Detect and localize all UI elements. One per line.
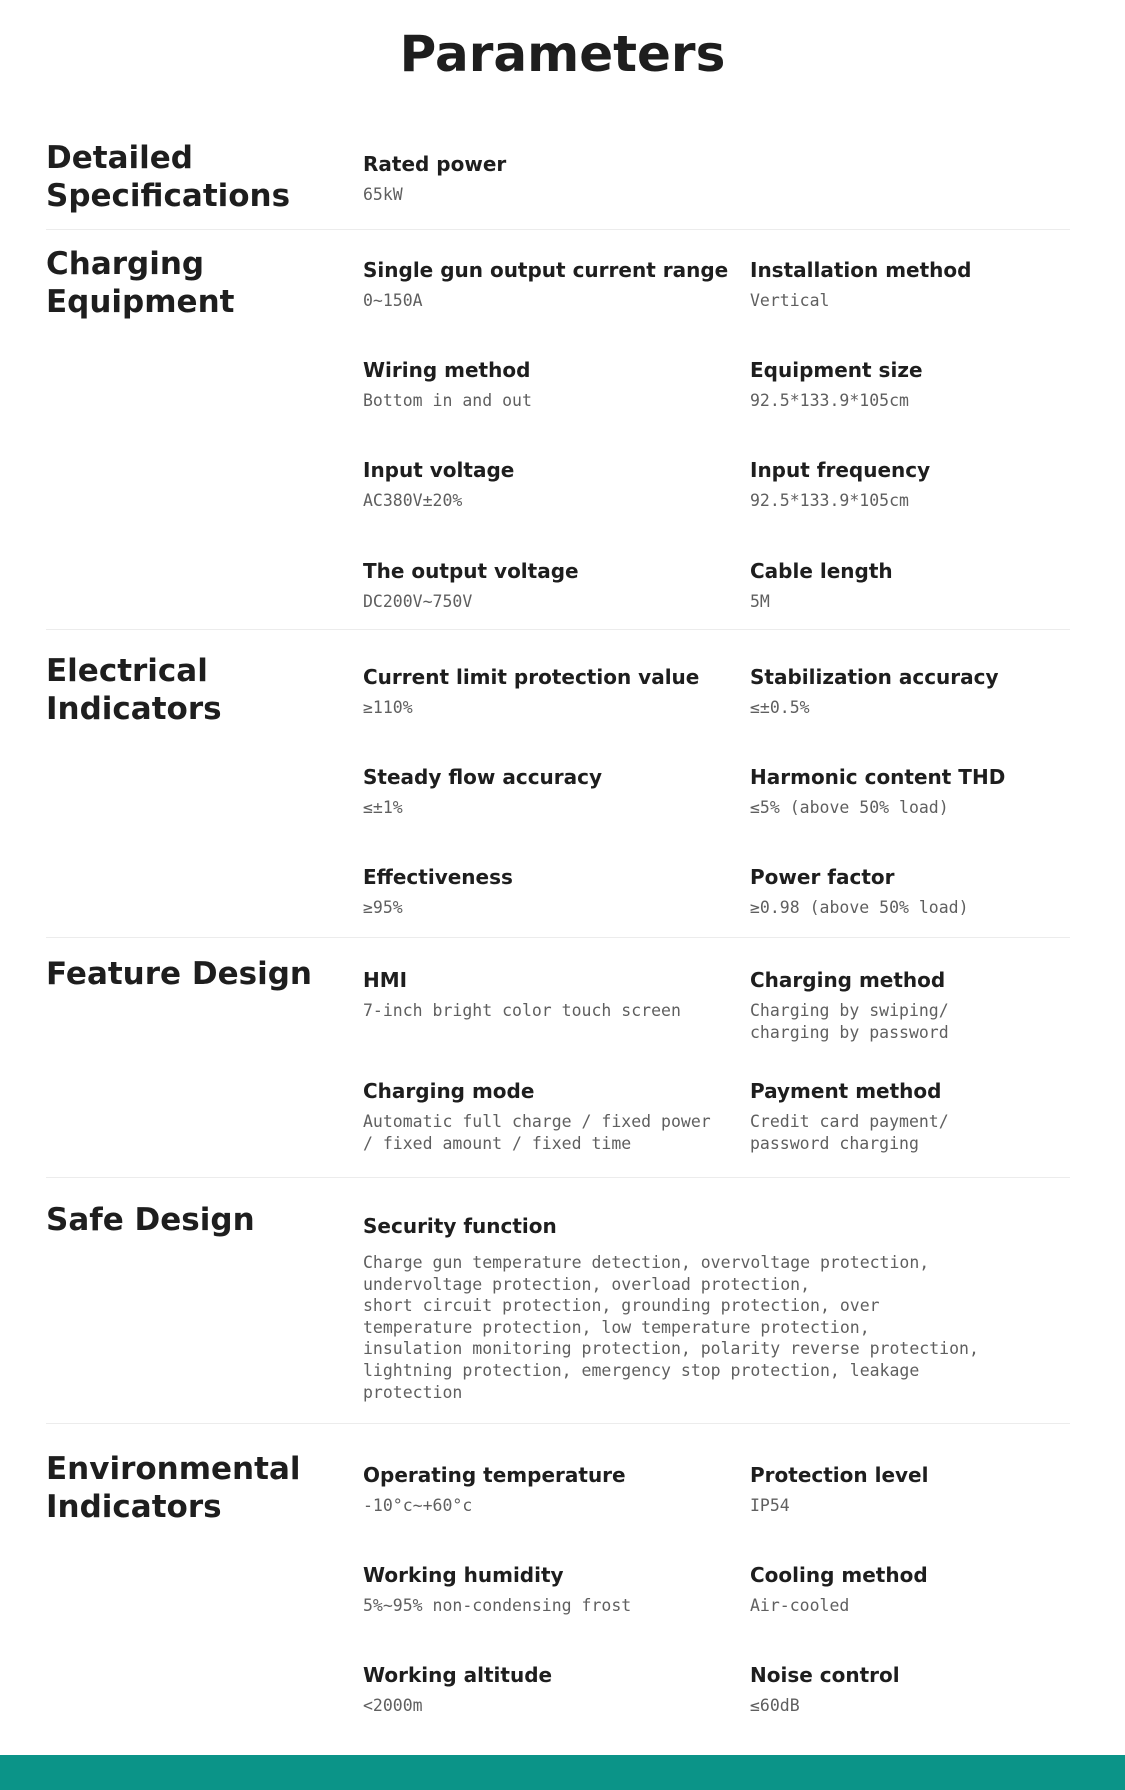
spec-label: Noise control [750,1663,900,1687]
spec-label: Working humidity [363,1563,564,1587]
spec-item-input-frequency [750,457,1120,512]
section-title: Detailed Specifications [46,140,291,214]
spec-value: ≤60dB [750,1696,800,1715]
spec-label: Steady flow accuracy [363,765,603,789]
spec-label: Single gun output current range [363,258,729,282]
spec-value: Bottom in and out [363,391,532,410]
spec-item-output-voltage [363,558,733,613]
spec-label: HMI [363,968,408,992]
spec-label: Charging method [750,968,946,992]
section-feature-design [46,955,1070,1178]
page-title: Parameters [399,25,726,83]
spec-value: ≤±0.5% [750,698,810,717]
spec-label: Wiring method [363,358,531,382]
spec-item-harmonic-content-thd [750,764,1120,819]
spec-value: Charging by swiping/ charging by password [750,1001,949,1042]
spec-item-wiring-method [363,357,733,412]
spec-label: Equipment size [750,358,923,382]
spec-item-steady-flow-accuracy [363,764,733,819]
spec-label: Installation method [750,258,972,282]
spec-item-working-humidity [363,1562,733,1617]
spec-item-single-gun-output-current-range [363,257,733,312]
footer-bar [0,1755,1125,1790]
spec-label: The output voltage [363,559,579,583]
spec-item-payment-method [750,1078,1120,1155]
spec-item-charging-method [750,967,1120,1044]
spec-value: ≥95% [363,898,403,917]
spec-value: 65kW [363,185,403,204]
spec-label: Current limit protection value [363,665,700,689]
spec-label: Security function [363,1214,557,1238]
section-title: Electrical Indicators [46,653,222,727]
section-title: Charging Equipment [46,246,235,320]
section-environmental-indicators [46,1450,1070,1730]
spec-value: 92.5*133.9*105cm [750,491,909,510]
section-electrical-indicators [46,652,1070,938]
section-title: Environmental Indicators [46,1451,301,1525]
spec-label: Cooling method [750,1563,928,1587]
spec-value: 5M [750,592,770,611]
spec-item-protection-level [750,1462,1120,1517]
spec-label: Working altitude [363,1663,553,1687]
section-safe-design [46,1201,1070,1424]
spec-value: -10°c~+60°c [363,1496,473,1515]
spec-item-charging-mode [363,1078,733,1155]
spec-item-noise-control [750,1662,1120,1717]
spec-label: Cable length [750,559,893,583]
spec-item-cooling-method [750,1562,1120,1617]
spec-value: Charge gun temperature detection, overvoltage protection, undervoltage protection, overload protection, short circuit protection, grounding protection, over temperature protection, low temperature protection, insulation monitoring protection, polarity reverse protection, lightning protection, emergency stop protection, leakage protection [363,1253,979,1402]
spec-label: Operating temperature [363,1463,626,1487]
spec-value: Vertical [750,291,830,310]
spec-label: Effectiveness [363,865,513,889]
spec-label: Payment method [750,1079,942,1103]
spec-item-stabilization-accuracy [750,664,1120,719]
spec-item-current-limit-protection-value [363,664,733,719]
section-detailed-specifications [46,139,1070,230]
spec-value: 7-inch bright color touch screen [363,1001,681,1020]
spec-value: ≥0.98 (above 50% load) [750,898,969,917]
spec-item-rated-power [363,151,733,206]
spec-value: 0~150A [363,291,423,310]
spec-label: Protection level [750,1463,929,1487]
spec-value: ≥110% [363,698,413,717]
spec-item-hmi [363,967,733,1022]
spec-label: Input frequency [750,458,931,482]
spec-label: Rated power [363,152,507,176]
spec-value: AC380V±20% [363,491,463,510]
section-charging-equipment [46,245,1070,630]
spec-value: Air-cooled [750,1596,850,1615]
spec-label: Charging mode [363,1079,535,1103]
spec-item-security-function [363,1213,1003,1403]
spec-value: DC200V~750V [363,592,473,611]
spec-value: ≤±1% [363,798,403,817]
spec-label: Stabilization accuracy [750,665,999,689]
spec-item-equipment-size [750,357,1120,412]
spec-item-working-altitude [363,1662,733,1717]
spec-item-installation-method [750,257,1120,312]
spec-item-cable-length [750,558,1120,613]
spec-label: Power factor [750,865,895,889]
spec-item-effectiveness [363,864,733,919]
spec-value: Automatic full charge / fixed power / fixed amount / fixed time [363,1112,711,1153]
spec-value: 5%~95% non-condensing frost [363,1596,632,1615]
spec-value: IP54 [750,1496,790,1515]
spec-item-input-voltage [363,457,733,512]
spec-value: <2000m [363,1696,423,1715]
spec-item-power-factor [750,864,1120,919]
spec-item-operating-temperature [363,1462,733,1517]
spec-label: Harmonic content THD [750,765,1006,789]
spec-value: ≤5% (above 50% load) [750,798,949,817]
section-title: Safe Design [46,1202,255,1238]
section-title: Feature Design [46,956,312,992]
spec-value: 92.5*133.9*105cm [750,391,909,410]
spec-value: Credit card payment/ password charging [750,1112,949,1153]
spec-label: Input voltage [363,458,515,482]
